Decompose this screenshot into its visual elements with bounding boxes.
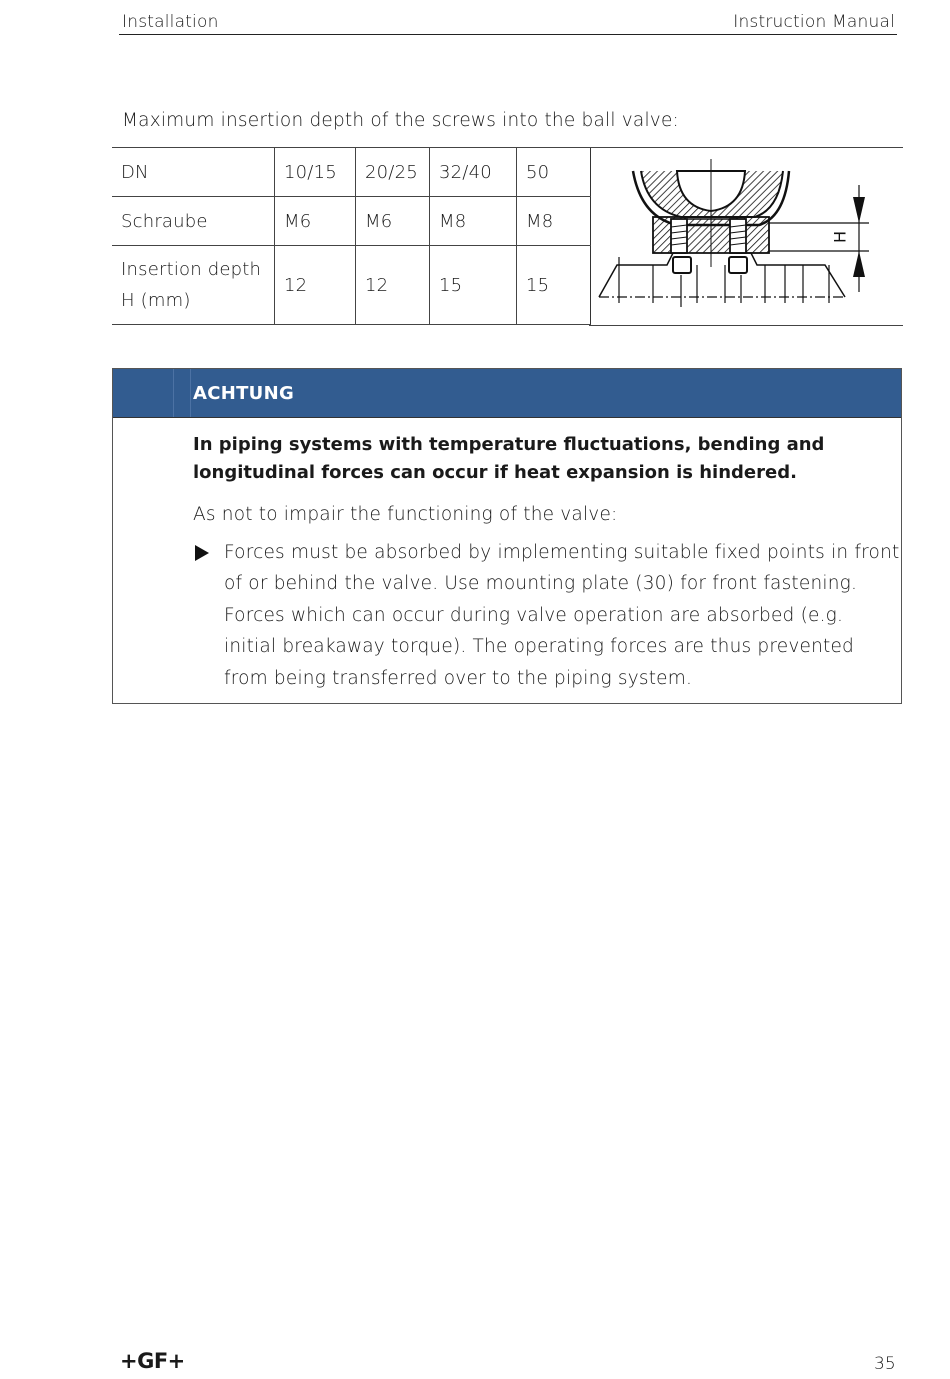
row-label-line2: H (mm) bbox=[121, 290, 191, 311]
table-cell: 20/25 bbox=[356, 148, 430, 197]
table-cell: 50 bbox=[517, 148, 591, 197]
table-cell: M8 bbox=[430, 197, 517, 246]
table-cell: M6 bbox=[356, 197, 430, 246]
row-label-line1: Insertion depth bbox=[121, 259, 262, 280]
gf-logo: +GF+ bbox=[120, 1349, 185, 1373]
table-row bbox=[112, 197, 591, 246]
warning-bold-text: In piping systems with temperature fluctuations, bending and longitudinal forces can occur if heat expansion is hindered. bbox=[193, 434, 825, 483]
table-cell: 12 bbox=[275, 246, 356, 325]
warning-header bbox=[113, 369, 901, 417]
warning-title: ACHTUNG bbox=[193, 383, 295, 404]
insertion-depth-table bbox=[112, 147, 591, 325]
row-label: DN bbox=[112, 148, 275, 197]
table-cell: 32/40 bbox=[430, 148, 517, 197]
valve-section-drawing bbox=[589, 147, 903, 325]
table-row bbox=[112, 148, 591, 197]
intro-text: Maximum insertion depth of the screws into the ball valve: bbox=[122, 110, 679, 131]
figure-bottom-rule bbox=[589, 325, 903, 326]
warning-text: As not to impair the functioning of the valve: bbox=[193, 504, 618, 525]
warning-box bbox=[112, 368, 902, 704]
table-cell: 15 bbox=[430, 246, 517, 325]
table-row bbox=[112, 246, 591, 325]
table-cell: 15 bbox=[517, 246, 591, 325]
row-label: Schraube bbox=[112, 197, 275, 246]
table-cell: 12 bbox=[356, 246, 430, 325]
table-cell: M6 bbox=[275, 197, 356, 246]
manual-title: Instruction Manual bbox=[733, 12, 895, 32]
table-cell: 10/15 bbox=[275, 148, 356, 197]
page-number: 35 bbox=[874, 1354, 896, 1374]
page-header bbox=[119, 10, 897, 35]
section-title: Installation bbox=[122, 12, 219, 32]
triangle-bullet-icon bbox=[194, 545, 210, 561]
warning-bullet-text: Forces must be absorbed by implementing suitable fixed points in front of or behind the valve. Use mounting plate (30) for front fastening. Forces which can occur during valve operation are absorbed (e.g. initial breakaway torque). The operating forces are thus prevented from being transferred over to the piping system. bbox=[224, 542, 900, 689]
table-cell: M8 bbox=[517, 197, 591, 246]
dimension-label: H bbox=[830, 230, 850, 244]
row-label bbox=[112, 246, 275, 325]
